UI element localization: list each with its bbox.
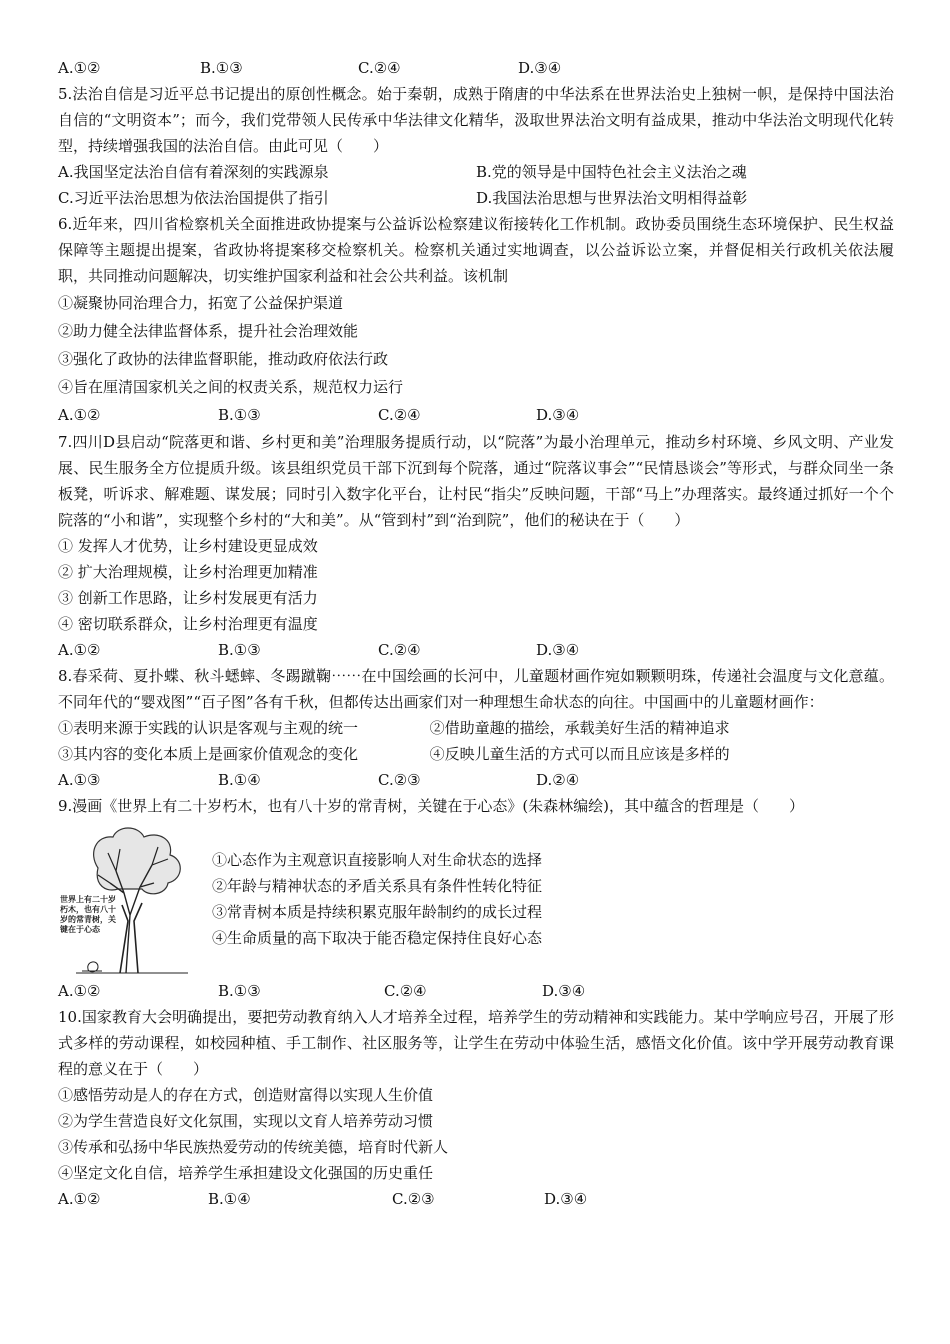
q9-stem: 9.漫画《世界上有二十岁朽木，也有八十岁的常青树，关键在于心态》(朱森林编绘)，其中蕴含的哲理是（ ） — [58, 797, 805, 815]
q10-statement-3: ③传承和弘扬中华民族热爱劳动的传统美德，培育时代新人 — [58, 1138, 449, 1156]
q10-option-d: D.③④ — [544, 1190, 588, 1208]
q7-statement-1: ① 发挥人才优势，让乡村建设更显成效 — [58, 537, 318, 555]
q8-statement-3: ③其内容的变化本质上是画家价值观念的变化 — [58, 745, 359, 763]
q10-statement-4: ④坚定文化自信，培养学生承担建设文化强国的历史重任 — [58, 1164, 434, 1182]
exam-page — [58, 55, 894, 1212]
q8-stem: 8.春采荷、夏扑蝶、秋斗蟋蟀、冬踢蹴鞠⋯⋯在中国绘画的长河中，儿童题材画作宛如颗颗明珠，传递社会温度与文化意蕴。不同年代的“婴戏图”“百子图”各有千秋，但都传达出画家们对一种理想生命状态的向往。中国画中的儿童题材画作： — [58, 667, 894, 711]
q7-statement-2: ② 扩大治理规模，让乡村治理更加精准 — [58, 563, 318, 581]
q8-option-b: B.①④ — [218, 771, 261, 789]
q10-statement-1: ①感悟劳动是人的存在方式，创造财富得以实现人生价值 — [58, 1086, 434, 1104]
q6-statement-4: ④旨在厘清国家机关之间的权责关系，规范权力运行 — [58, 378, 404, 396]
q6-statement-2: ②助力健全法律监督体系，提升社会治理效能 — [58, 322, 359, 340]
caption-line-1: 世界上有二十岁 — [60, 895, 116, 904]
q9-statements — [212, 847, 542, 978]
q9-options — [58, 978, 894, 1004]
q8-statement-2: ②借助童趣的描绘，承载美好生活的精神追求 — [429, 719, 730, 737]
q7-statement-3: ③ 创新工作思路，让乡村发展更有活力 — [58, 589, 318, 607]
q7-option-d: D.③④ — [536, 641, 580, 659]
q10-statement-2: ②为学生营造良好文化氛围，实现以文育人培养劳动习惯 — [58, 1112, 434, 1130]
q6-option-a: A.①② — [58, 406, 101, 424]
q6-statement-3: ③强化了政协的法律监督职能，推动政府依法行政 — [58, 350, 389, 368]
q10-option-a: A.①② — [58, 1190, 101, 1208]
q8-options — [58, 767, 894, 793]
caption-line-2: 朽木，也有八十 — [60, 905, 116, 914]
q9-statement-4: ④生命质量的高下取决于能否稳定保持住良好心态 — [212, 929, 543, 947]
q5-options-row2 — [58, 185, 894, 211]
q6-stem: 6.近年来，四川省检察机关全面推进政协提案与公益诉讼检察建议衔接转化工作机制。政协委员围绕生态环境保护、民生权益保障等主题提出提案，省政协将提案移交检察机关。检察机关通过实地调查，以公益诉讼立案，并督促相关行政机关依法履职，共同推动问题解决，切实维护国家利益和社会公共利益。该机制 — [58, 215, 894, 285]
q7-statement-4: ④ 密切联系群众，让乡村治理更有温度 — [58, 615, 318, 633]
q7-stem: 7.四川D县启动“院落更和谐、乡村更和美”治理服务提质行动，以“院落”为最小治理单元，推动乡村环境、乡风文明、产业发展、民生服务全方位提质升级。该县组织党员干部下沉到每个院落，通过“院落议事会”“民情恳谈会”等形式，与群众同坐一条板凳，听诉求、解难题、谋发展；同时引入数字化平台，让村民“指尖”反映问题，干部“马上”办理落实。最终通过抓好一个个院落的“小和谐”，实现整个乡村的“大和美”。从“管到村”到“治到院”，他们的秘诀在于（ ） — [58, 433, 894, 529]
q9-statement-1: ①心态作为主观意识直接影响人对生命状态的选择 — [212, 851, 543, 869]
q9-statement-3: ③常青树本质是持续积累克服年龄制约的成长过程 — [212, 903, 543, 921]
q5-option-b: B.党的领导是中国特色社会主义法治之魂 — [476, 163, 747, 181]
q4-options — [58, 55, 894, 81]
caption-line-3: 岁的常青树，关 — [60, 915, 116, 924]
q9-cartoon-image — [58, 823, 198, 978]
q9-statement-2: ②年龄与精神状态的矛盾关系具有条件性转化特征 — [212, 877, 543, 895]
q4-option-b: B.①③ — [200, 59, 243, 77]
caption-line-4: 键在于心态 — [60, 925, 100, 934]
q8-statement-1: ①表明来源于实践的认识是客观与主观的统一 — [58, 719, 359, 737]
q8-option-d: D.②④ — [536, 771, 580, 789]
q6-option-d: D.③④ — [536, 406, 580, 424]
q10-options — [58, 1186, 894, 1212]
q5-stem: 5.法治自信是习近平总书记提出的原创性概念。始于秦朝，成熟于隋唐的中华法系在世界法治史上独树一帜，是保持中国法治自信的“文明资本”；而今，我们党带领人民传承中华法律文化精华，汲取世界法治文明有益成果，推动中华法治文明现代化转型，持续增强我国的法治自信。由此可见（ ） — [58, 85, 894, 155]
q9-option-b: B.①③ — [218, 982, 261, 1000]
q10-option-c: C.②③ — [392, 1190, 435, 1208]
q5-option-d: D.我国法治思想与世界法治文明相得益彰 — [476, 189, 748, 207]
q8-statements-row2 — [58, 741, 894, 767]
q5-option-c: C.习近平法治思想为依法治国提供了指引 — [58, 189, 329, 207]
q8-statement-4: ④反映儿童生活的方式可以而且应该是多样的 — [429, 745, 730, 763]
q5-options-row1 — [58, 159, 894, 185]
q6-option-c: C.②④ — [378, 406, 421, 424]
q7-options — [58, 637, 894, 663]
q7-option-a: A.①② — [58, 641, 101, 659]
q6-statement-1: ①凝聚协同治理合力，拓宽了公益保护渠道 — [58, 294, 344, 312]
q9-option-c: C.②④ — [384, 982, 427, 1000]
q7-option-c: C.②④ — [378, 641, 421, 659]
q8-option-c: C.②③ — [378, 771, 421, 789]
q7-option-b: B.①③ — [218, 641, 261, 659]
q8-option-a: A.①③ — [58, 771, 101, 789]
q4-option-c: C.②④ — [358, 59, 401, 77]
q9-option-d: D.③④ — [542, 982, 586, 1000]
q4-option-a: A.①② — [58, 59, 101, 77]
q6-option-b: B.①③ — [218, 406, 261, 424]
q6-options — [58, 401, 894, 429]
q8-statements-row1 — [58, 715, 894, 741]
q4-option-d: D.③④ — [518, 59, 562, 77]
q9-cartoon-caption — [60, 895, 116, 935]
q9-figure-block — [58, 823, 894, 978]
q10-stem: 10.国家教育大会明确提出，要把劳动教育纳入人才培养全过程，培养学生的劳动精神和实践能力。某中学响应号召，开展了形式多样的劳动课程，如校园种植、手工制作、社区服务等，让学生在劳动中体验生活，感悟文化价值。该中学开展劳动教育课程的意义在于（ ） — [58, 1008, 894, 1078]
q9-option-a: A.①② — [58, 982, 101, 1000]
q5-option-a: A.我国坚定法治自信有着深刻的实践源泉 — [58, 163, 329, 181]
q10-option-b: B.①④ — [208, 1190, 251, 1208]
